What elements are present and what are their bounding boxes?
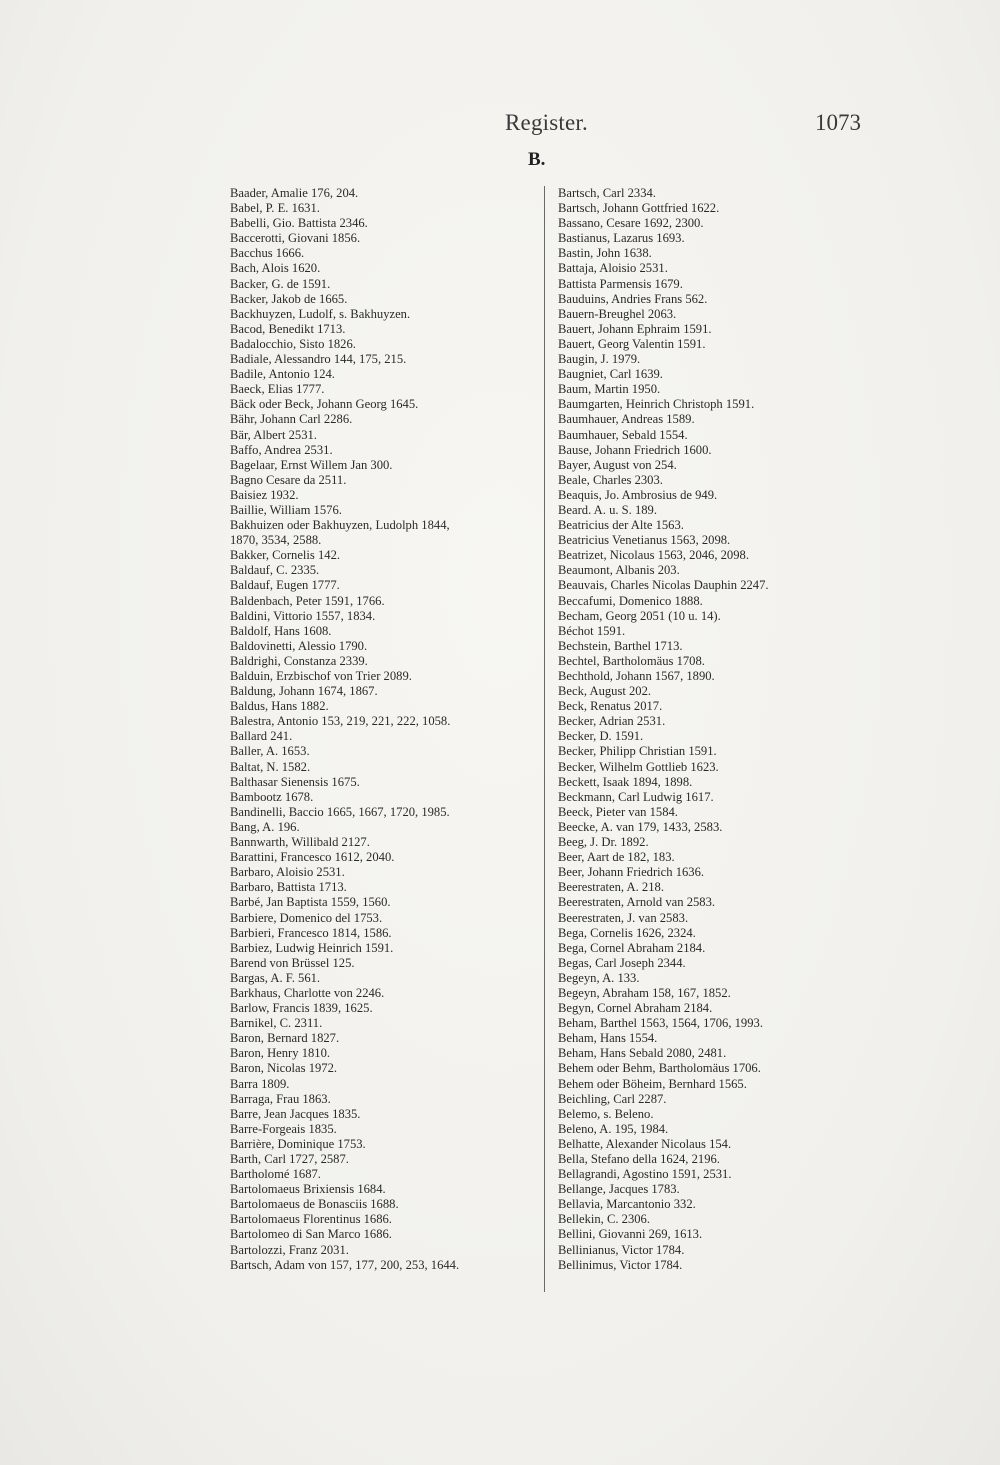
column-divider bbox=[544, 186, 545, 1292]
index-entry: Bakker, Cornelis 142. bbox=[230, 548, 341, 563]
index-entry: Beaumont, Albanis 203. bbox=[558, 563, 680, 578]
index-entry: Baugin, J. 1979. bbox=[558, 352, 641, 367]
index-entry: Babelli, Gio. Battista 2346. bbox=[230, 216, 368, 231]
index-entry: Bartolozzi, Franz 2031. bbox=[230, 1242, 349, 1257]
index-entry: Barbiere, Domenico del 1753. bbox=[230, 910, 383, 925]
index-entry: Bähr, Johann Carl 2286. bbox=[230, 412, 353, 427]
index-entry: Badile, Antonio 124. bbox=[230, 367, 335, 382]
index-entry: Begyn, Cornel Abraham 2184. bbox=[558, 1001, 713, 1016]
index-entry: Baldrighi, Constanza 2339. bbox=[230, 653, 368, 668]
index-entry: Beer, Aart de 182, 183. bbox=[558, 850, 675, 865]
index-entry: Bär, Albert 2531. bbox=[230, 427, 317, 442]
index-entry: Backer, G. de 1591. bbox=[230, 276, 331, 291]
index-entry: Barre, Jean Jacques 1835. bbox=[230, 1106, 361, 1121]
index-entry: Baeck, Elias 1777. bbox=[230, 382, 325, 397]
index-entry: Beecke, A. van 179, 1433, 2583. bbox=[558, 819, 723, 834]
index-entry: Barbiez, Ludwig Heinrich 1591. bbox=[230, 940, 394, 955]
index-entry: Bechthold, Johann 1567, 1890. bbox=[558, 669, 715, 683]
index-entry: Bartolomaeus Florentinus 1686. bbox=[230, 1212, 392, 1227]
index-entry: Barraga, Frau 1863. bbox=[230, 1091, 331, 1106]
index-entry: Bella, Stefano della 1624, 2196. bbox=[558, 1152, 720, 1166]
index-entry: Bellinianus, Victor 1784. bbox=[558, 1242, 685, 1257]
index-entry: Bega, Cornel Abraham 2184. bbox=[558, 940, 706, 955]
index-entry: Becker, Adrian 2531. bbox=[558, 714, 666, 729]
index-entry: Beerestraten, Arnold van 2583. bbox=[558, 895, 716, 910]
index-entry: Baldauf, Eugen 1777. bbox=[230, 578, 340, 593]
index-entry: Battaja, Aloisio 2531. bbox=[558, 261, 668, 276]
index-entry: Baccerotti, Giovani 1856. bbox=[230, 231, 361, 246]
section-letter: B. bbox=[528, 149, 546, 170]
index-entry: Baillie, William 1576. bbox=[230, 502, 342, 517]
index-entry: Battista Parmensis 1679. bbox=[558, 276, 683, 291]
index-entry: Becham, Georg 2051 (10 u. 14). bbox=[558, 608, 721, 623]
index-entry: Bacod, Benedikt 1713. bbox=[230, 321, 346, 336]
index-entry: Beck, August 202. bbox=[558, 684, 652, 699]
index-entry: Bastin, John 1638. bbox=[558, 246, 652, 261]
index-entry: Ballard 241. bbox=[230, 729, 293, 744]
index-entry: Bannwarth, Willibald 2127. bbox=[230, 835, 370, 850]
index-entry: Baldovinetti, Alessio 1790. bbox=[230, 638, 368, 653]
index-entry: Beerestraten, J. van 2583. bbox=[558, 910, 689, 925]
index-entry: Backer, Jakob de 1665. bbox=[230, 291, 348, 306]
index-entry: Becker, Wilhelm Gottlieb 1623. bbox=[558, 759, 719, 774]
index-entry: Baron, Bernard 1827. bbox=[230, 1031, 340, 1046]
index-entry: Barrière, Dominique 1753. bbox=[230, 1136, 366, 1151]
index-entry: Balthasar Sienensis 1675. bbox=[230, 774, 360, 789]
index-entry: Badalocchio, Sisto 1826. bbox=[230, 336, 356, 351]
index-entry: Bellini, Giovanni 269, 1613. bbox=[558, 1227, 703, 1242]
index-entry: Begeyn, A. 133. bbox=[558, 970, 640, 985]
index-entry: Baumgarten, Heinrich Christoph 1591. bbox=[558, 397, 755, 412]
index-entry: Beleno, A. 195, 1984. bbox=[558, 1121, 669, 1136]
index-entry: Beham, Barthel 1563, 1564, 1706, 1993. bbox=[558, 1016, 763, 1031]
index-entry: Barbé, Jan Baptista 1559, 1560. bbox=[230, 895, 391, 910]
index-entry: Bacchus 1666. bbox=[230, 246, 305, 261]
index-entry: Beham, Hans Sebald 2080, 2481. bbox=[558, 1046, 727, 1061]
index-entry: Bagno Cesare da 2511. bbox=[230, 472, 347, 487]
index-entry: Bechstein, Barthel 1713. bbox=[558, 638, 683, 653]
index-entry: Bauert, Georg Valentin 1591. bbox=[558, 336, 706, 351]
index-entry: Bellekin, C. 2306. bbox=[558, 1212, 650, 1227]
index-entry: Balduin, Erzbischof von Trier 2089. bbox=[230, 669, 412, 683]
index-entry: Behem oder Böheim, Bernhard 1565. bbox=[558, 1076, 747, 1091]
index-entry: Backhuyzen, Ludolf, s. Bakhuyzen. bbox=[230, 306, 411, 321]
index-entry: Bandinelli, Baccio 1665, 1667, 1720, 1985. bbox=[230, 804, 450, 819]
index-entry: Bayer, August von 254. bbox=[558, 457, 677, 472]
index-entry: Beer, Johann Friedrich 1636. bbox=[558, 865, 705, 880]
index-entry: Bartholomé 1687. bbox=[230, 1167, 321, 1182]
index-entry: Bäck oder Beck, Johann Georg 1645. bbox=[230, 397, 419, 412]
index-entry: Beauvais, Charles Nicolas Dauphin 2247. bbox=[558, 578, 769, 593]
index-entry: Bause, Johann Friedrich 1600. bbox=[558, 442, 712, 457]
index-entry: Behem oder Behm, Bartholomäus 1706. bbox=[558, 1061, 761, 1076]
index-entry: Beck, Renatus 2017. bbox=[558, 699, 663, 714]
index-entry: Bechtel, Bartholomäus 1708. bbox=[558, 653, 705, 668]
index-entry: Barbaro, Battista 1713. bbox=[230, 880, 347, 895]
index-entry: Bassano, Cesare 1692, 2300. bbox=[558, 216, 704, 231]
index-entry: Bartsch, Carl 2334. bbox=[558, 186, 656, 200]
index-entry: Begeyn, Abraham 158, 167, 1852. bbox=[558, 985, 731, 1000]
index-entry: Bartolomaeus de Bonasciis 1688. bbox=[230, 1197, 399, 1212]
index-entry: Barattini, Francesco 1612, 2040. bbox=[230, 850, 395, 865]
right-index-column bbox=[558, 186, 863, 1273]
index-entry: Baader, Amalie 176, 204. bbox=[230, 186, 359, 200]
index-entry: Bartolomeo di San Marco 1686. bbox=[230, 1227, 392, 1242]
index-entry: Becker, D. 1591. bbox=[558, 729, 644, 744]
index-entry: Bagelaar, Ernst Willem Jan 300. bbox=[230, 457, 393, 472]
index-entry: Beatricius der Alte 1563. bbox=[558, 518, 684, 533]
index-entry: Barth, Carl 1727, 2587. bbox=[230, 1152, 349, 1166]
index-entry: Baldauf, C. 2335. bbox=[230, 563, 320, 578]
index-entry: Baldolf, Hans 1608. bbox=[230, 623, 332, 638]
index-entry: Baller, A. 1653. bbox=[230, 744, 310, 759]
index-entry: Beaquis, Jo. Ambrosius de 949. bbox=[558, 487, 718, 502]
index-entry: Bach, Alois 1620. bbox=[230, 261, 321, 276]
index-entry: Beeg, J. Dr. 1892. bbox=[558, 835, 649, 850]
page-number: 1073 bbox=[815, 110, 861, 135]
index-entry: Begas, Carl Joseph 2344. bbox=[558, 955, 686, 970]
index-entry: Baldenbach, Peter 1591, 1766. bbox=[230, 593, 385, 608]
index-entry: Baumhauer, Sebald 1554. bbox=[558, 427, 688, 442]
index-entry: Barlow, Francis 1839, 1625. bbox=[230, 1001, 373, 1016]
index-entry: Baumhauer, Andreas 1589. bbox=[558, 412, 695, 427]
index-entry: Bauert, Johann Ephraim 1591. bbox=[558, 321, 712, 336]
index-entry: Balestra, Antonio 153, 219, 221, 222, 1058. bbox=[230, 714, 451, 729]
index-entry: Beckmann, Carl Ludwig 1617. bbox=[558, 789, 714, 804]
index-entry: Beerestraten, A. 218. bbox=[558, 880, 664, 895]
index-entry: Bartsch, Adam von 157, 177, 200, 253, 1644. bbox=[230, 1257, 460, 1272]
index-entry: Becker, Philipp Christian 1591. bbox=[558, 744, 717, 759]
index-entry: Bellinimus, Victor 1784. bbox=[558, 1257, 683, 1272]
index-entry: Baum, Martin 1950. bbox=[558, 382, 661, 397]
index-entry: Bartolomaeus Brixiensis 1684. bbox=[230, 1182, 386, 1197]
index-entry: Barra 1809. bbox=[230, 1076, 290, 1091]
index-entry: Badiale, Alessandro 144, 175, 215. bbox=[230, 352, 407, 367]
index-entry: Baldini, Vittorio 1557, 1834. bbox=[230, 608, 376, 623]
index-entry: Belemo, s. Beleno. bbox=[558, 1106, 654, 1121]
index-entry: Beichling, Carl 2287. bbox=[558, 1091, 667, 1106]
index-entry: Beckett, Isaak 1894, 1898. bbox=[558, 774, 693, 789]
index-entry: Beham, Hans 1554. bbox=[558, 1031, 658, 1046]
index-entry: Beeck, Pieter van 1584. bbox=[558, 804, 678, 819]
index-entry: Bellange, Jacques 1783. bbox=[558, 1182, 680, 1197]
index-entry: Baron, Henry 1810. bbox=[230, 1046, 331, 1061]
index-entry: Barbaro, Aloisio 2531. bbox=[230, 865, 345, 880]
index-entry: Barre-Forgeais 1835. bbox=[230, 1121, 337, 1136]
index-entry: Bellavia, Marcantonio 332. bbox=[558, 1197, 696, 1212]
page-title: Register. bbox=[505, 110, 588, 135]
index-entry: Bakhuizen oder Bakhuyzen, Ludolph 1844, bbox=[230, 518, 450, 533]
index-entry: Beccafumi, Domenico 1888. bbox=[558, 593, 703, 608]
index-entry: Beatrizet, Nicolaus 1563, 2046, 2098. bbox=[558, 548, 749, 563]
index-entry: Baldus, Hans 1882. bbox=[230, 699, 329, 714]
index-entry: Bega, Cornelis 1626, 2324. bbox=[558, 925, 696, 940]
left-index-column bbox=[230, 186, 535, 1273]
index-entry: Baugniet, Carl 1639. bbox=[558, 367, 663, 382]
index-entry: Barbieri, Francesco 1814, 1586. bbox=[230, 925, 392, 940]
index-entry: Babel, P. E. 1631. bbox=[230, 201, 320, 216]
index-entry: Barend von Brüssel 125. bbox=[230, 955, 355, 970]
index-entry: Baldung, Johann 1674, 1867. bbox=[230, 684, 378, 699]
index-entry: Bartsch, Johann Gottfried 1622. bbox=[558, 201, 720, 216]
index-entry: Bauern-Breughel 2063. bbox=[558, 306, 677, 321]
index-entry: Barkhaus, Charlotte von 2246. bbox=[230, 985, 385, 1000]
index-entry: Beale, Charles 2303. bbox=[558, 472, 663, 487]
index-entry: Baron, Nicolas 1972. bbox=[230, 1061, 338, 1076]
index-entry: Belhatte, Alexander Nicolaus 154. bbox=[558, 1136, 732, 1151]
index-entry: Barnikel, C. 2311. bbox=[230, 1016, 323, 1031]
index-entry: Beatricius Venetianus 1563, 2098. bbox=[558, 533, 731, 548]
index-entry: Bang, A. 196. bbox=[230, 819, 300, 834]
index-entry: 1870, 3534, 2588. bbox=[230, 533, 322, 548]
index-entry: Bargas, A. F. 561. bbox=[230, 970, 321, 985]
index-entry: Bastianus, Lazarus 1693. bbox=[558, 231, 685, 246]
index-entry: Baisiez 1932. bbox=[230, 487, 299, 502]
index-entry: Bellagrandi, Agostino 1591, 2531. bbox=[558, 1167, 732, 1182]
index-entry: Bauduins, Andries Frans 562. bbox=[558, 291, 708, 306]
index-entry: Béchot 1591. bbox=[558, 623, 626, 638]
index-entry: Beard. A. u. S. 189. bbox=[558, 502, 657, 517]
index-entry: Bambootz 1678. bbox=[230, 789, 314, 804]
index-entry: Baltat, N. 1582. bbox=[230, 759, 311, 774]
index-entry: Baffo, Andrea 2531. bbox=[230, 442, 333, 457]
